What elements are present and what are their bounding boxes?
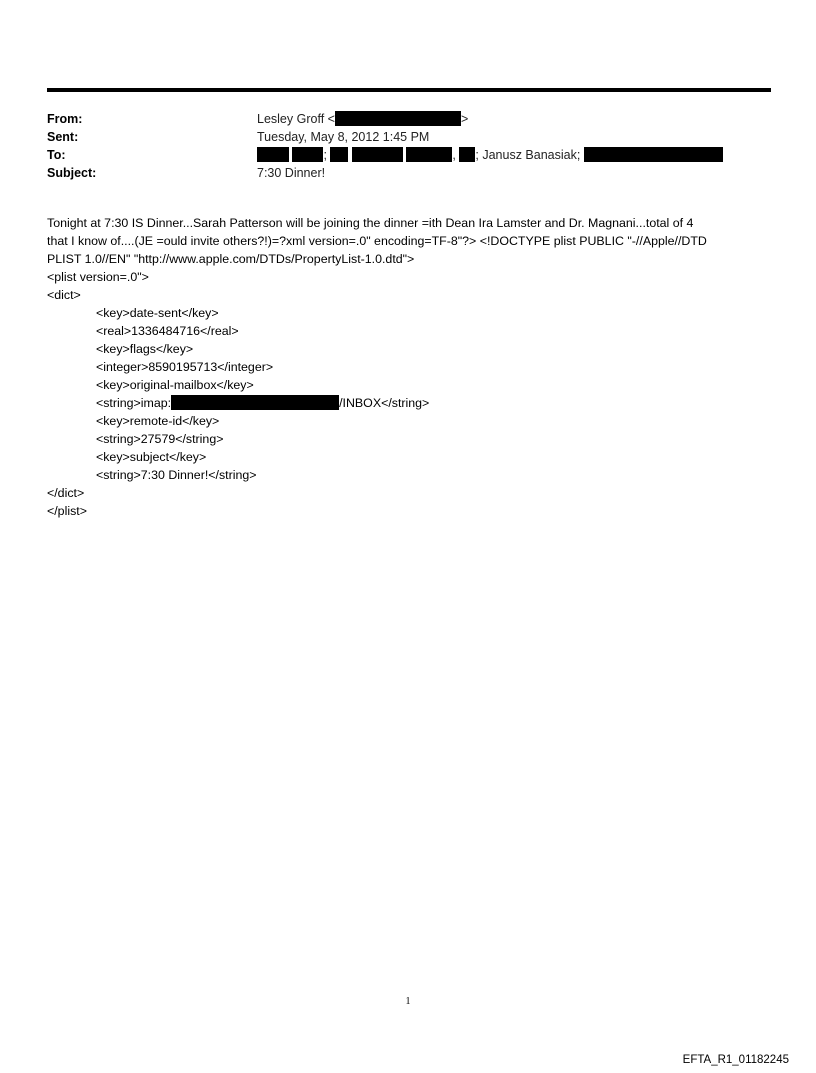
redaction-box <box>292 147 323 162</box>
redaction-box <box>257 147 289 162</box>
string-remote-id: <string>27579</string> <box>96 432 224 446</box>
to-row <box>47 146 771 164</box>
to-label: To: <box>47 148 66 162</box>
document-id: EFTA_R1_01182245 <box>682 1054 789 1066</box>
key-original-mailbox: <key>original-mailbox</key> <box>96 378 254 392</box>
string-imap <box>47 394 769 412</box>
page-number: 1 <box>405 996 411 1007</box>
string-imap-prefix: <string>imap: <box>96 396 172 410</box>
from-label: From: <box>47 112 83 126</box>
dict-close: </dict> <box>47 486 85 500</box>
to-separator: ; <box>323 148 327 162</box>
subject-label: Subject: <box>47 166 97 180</box>
redaction-box <box>406 147 452 162</box>
sent-label: Sent: <box>47 130 79 144</box>
key-remote-id: <key>remote-id</key> <box>96 414 220 428</box>
from-row <box>47 110 771 128</box>
to-recipient-visible: ; Janusz Banasiak; <box>475 148 581 162</box>
redaction-box <box>335 111 461 126</box>
key-date-sent: <key>date-sent</key> <box>96 306 219 320</box>
string-imap-suffix: /INBOX</string> <box>339 396 430 410</box>
to-separator: , <box>452 148 456 162</box>
subject-row <box>47 164 771 182</box>
from-value <box>257 110 468 128</box>
email-body <box>47 214 769 520</box>
real-value: <real>1336484716</real> <box>96 324 239 338</box>
redaction-box <box>171 395 339 410</box>
redaction-box <box>584 147 723 162</box>
integer-value: <integer>8590195713</integer> <box>96 360 274 374</box>
plist-open: <plist version=.0"> <box>47 270 149 284</box>
redaction-box <box>352 147 403 162</box>
sent-value: Tuesday, May 8, 2012 1:45 PM <box>257 130 430 144</box>
header-rule <box>47 88 771 92</box>
subject-value: 7:30 Dinner! <box>257 166 326 180</box>
sent-row <box>47 128 771 146</box>
body-text-line: Tonight at 7:30 IS Dinner...Sarah Patterson will be joining the dinner =ith Dean Ira Lamster and Dr. Magnani...total of 4 <box>47 216 694 230</box>
redaction-box <box>459 147 475 162</box>
string-subject: <string>7:30 Dinner!</string> <box>96 468 257 482</box>
body-text-line: that I know of....(JE =ould invite others?!)=?xml version=.0" encoding=TF-8"?> <!DOCTYPE plist PUBLIC "-//Apple//DTD <box>47 234 707 248</box>
redaction-box <box>330 147 348 162</box>
key-subject: <key>subject</key> <box>96 450 207 464</box>
from-name: Lesley Groff < <box>257 112 335 126</box>
to-value <box>257 146 723 164</box>
dict-open: <dict> <box>47 288 81 302</box>
email-header <box>47 110 771 182</box>
key-flags: <key>flags</key> <box>96 342 194 356</box>
plist-close: </plist> <box>47 504 87 518</box>
body-text-line: PLIST 1.0//EN" "http://www.apple.com/DTDs/PropertyList-1.0.dtd"> <box>47 252 415 266</box>
from-close: > <box>460 112 469 126</box>
